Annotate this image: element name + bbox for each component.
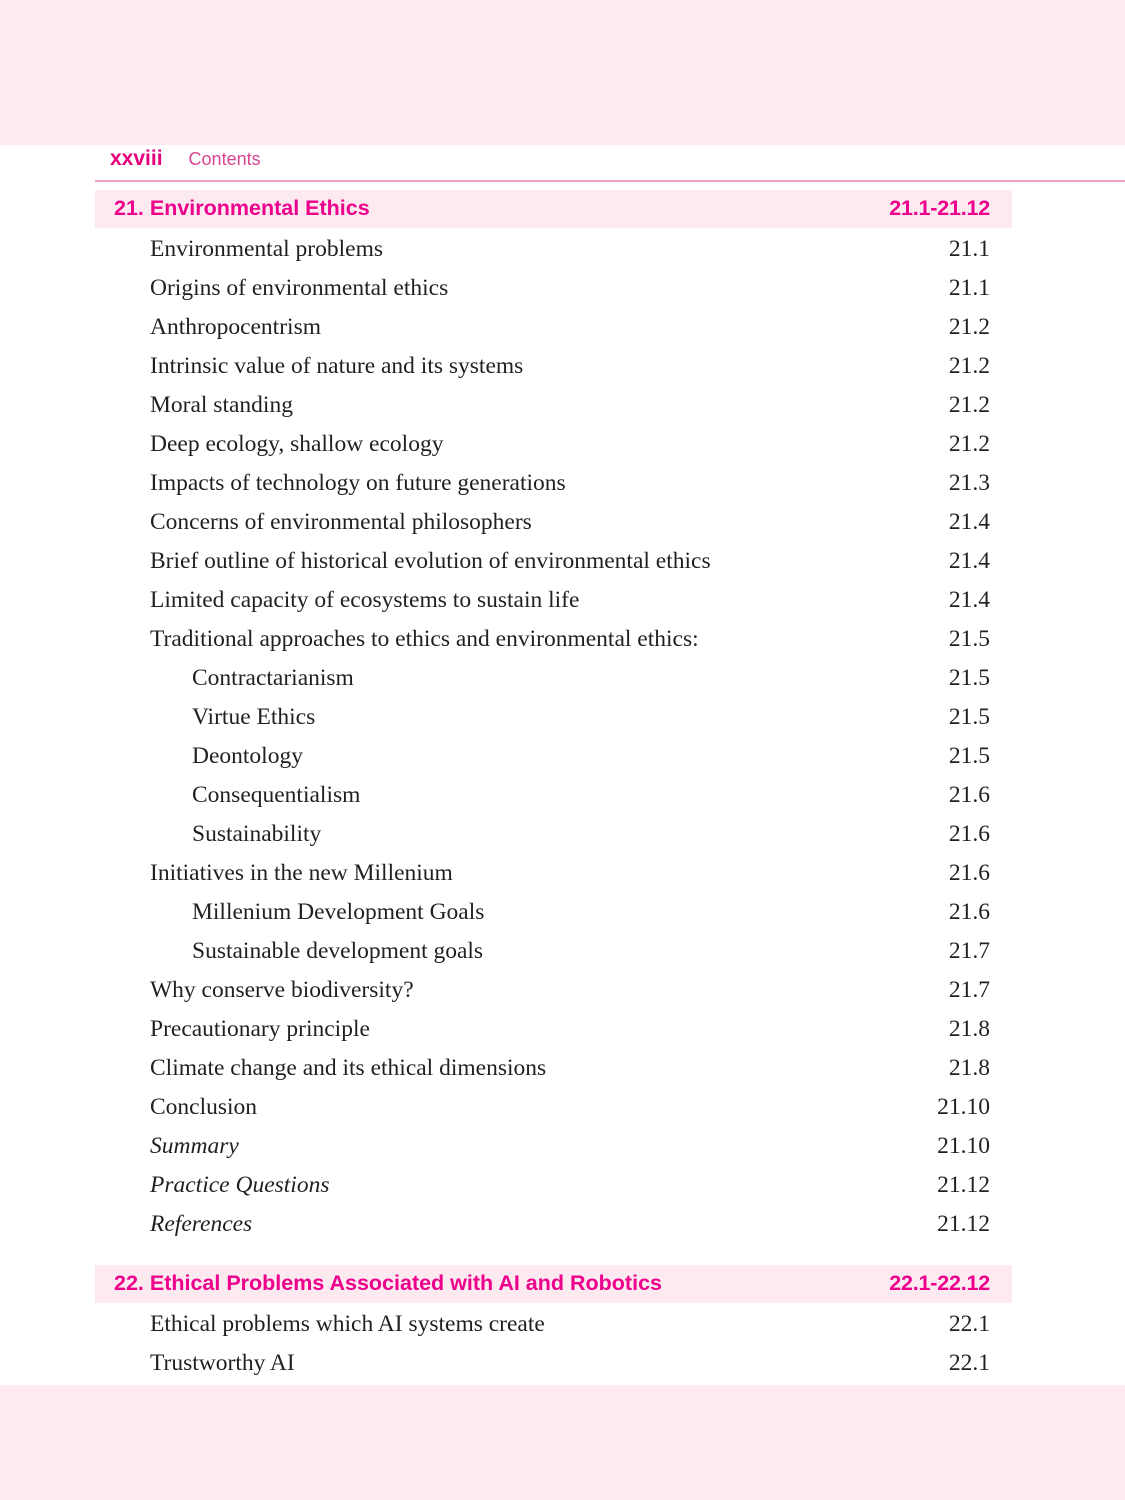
- toc-entry-page: 21.7: [948, 937, 990, 964]
- toc-entry[interactable]: [0, 1049, 1125, 1088]
- toc-entry-page: 21.5: [948, 625, 990, 652]
- chapter-title: 21. Environmental Ethics: [114, 196, 370, 221]
- toc-entry-page: 21.6: [948, 781, 990, 808]
- toc-entry-label: Origins of environmental ethics: [150, 274, 449, 301]
- toc-entry-label: Contractarianism: [192, 664, 354, 691]
- toc-entry-page: 21.2: [948, 313, 990, 340]
- toc-entry[interactable]: [0, 1010, 1125, 1049]
- table-of-contents: [0, 190, 1125, 1383]
- chapter-page-range: 22.1-22.12: [889, 1271, 990, 1296]
- toc-entry-label: Concerns of environmental philosophers: [150, 508, 532, 535]
- toc-entry-label: Virtue Ethics: [192, 703, 316, 730]
- toc-entry-label: Millenium Development Goals: [192, 898, 485, 925]
- toc-entry-page: 22.1: [948, 1310, 990, 1337]
- toc-entry-label: Sustainable development goals: [192, 937, 484, 964]
- toc-entry-label: Why conserve biodiversity?: [150, 976, 414, 1003]
- toc-entry-label: Intrinsic value of nature and its systems: [150, 352, 524, 379]
- chapter-header[interactable]: [95, 190, 1012, 228]
- toc-entry-page: 21.5: [948, 703, 990, 730]
- toc-entry-page: 21.5: [948, 742, 990, 769]
- toc-entry-label: References: [150, 1210, 253, 1237]
- toc-entry[interactable]: [0, 1344, 1125, 1383]
- running-head-title: Contents: [188, 149, 261, 169]
- toc-entry-label: Climate change and its ethical dimensions: [150, 1054, 547, 1081]
- toc-entry-label: Consequentialism: [192, 781, 361, 808]
- toc-entry-label: Traditional approaches to ethics and environmental ethics:: [150, 625, 699, 652]
- toc-entry[interactable]: [0, 542, 1125, 581]
- toc-entry-label: Anthropocentrism: [150, 313, 321, 340]
- toc-entry[interactable]: [0, 308, 1125, 347]
- toc-entry[interactable]: [0, 386, 1125, 425]
- toc-entry-label: Deontology: [192, 742, 303, 769]
- toc-entry[interactable]: [0, 347, 1125, 386]
- toc-entry[interactable]: [0, 815, 1125, 854]
- toc-entry-label: Moral standing: [150, 391, 293, 418]
- toc-entry[interactable]: [0, 620, 1125, 659]
- toc-entry-page: 21.12: [937, 1171, 990, 1198]
- toc-entry[interactable]: [0, 1305, 1125, 1344]
- toc-entry-label: Initiatives in the new Millenium: [150, 859, 453, 886]
- toc-entry-page: 21.10: [937, 1093, 990, 1120]
- toc-entry-page: 21.3: [948, 469, 990, 496]
- running-head: [110, 147, 261, 177]
- toc-entry-page: 21.2: [948, 430, 990, 457]
- toc-entry[interactable]: [0, 425, 1125, 464]
- toc-entry[interactable]: [0, 269, 1125, 308]
- toc-entry-page: 21.2: [948, 391, 990, 418]
- toc-entry-page: 21.7: [948, 976, 990, 1003]
- toc-entry[interactable]: [0, 776, 1125, 815]
- toc-entry[interactable]: [0, 854, 1125, 893]
- toc-entry-page: 21.5: [948, 664, 990, 691]
- toc-entry[interactable]: [0, 932, 1125, 971]
- toc-entry-label: Practice Questions: [150, 1171, 330, 1198]
- toc-entry[interactable]: [0, 1088, 1125, 1127]
- toc-entry[interactable]: [0, 659, 1125, 698]
- folio-number: xxviii: [110, 147, 163, 170]
- toc-entry-label: Brief outline of historical evolution of environmental ethics: [150, 547, 711, 574]
- toc-entry-page: 22.1: [948, 1349, 990, 1376]
- toc-entry-page: 21.8: [948, 1054, 990, 1081]
- toc-entry-page: 21.4: [948, 586, 990, 613]
- toc-entry-label: Limited capacity of ecosystems to sustain life: [150, 586, 580, 613]
- toc-entry-page: 21.6: [948, 898, 990, 925]
- toc-entry-label: Sustainability: [192, 820, 322, 847]
- toc-entry[interactable]: [0, 893, 1125, 932]
- toc-entry-page: 21.6: [948, 859, 990, 886]
- toc-entry-label: Trustworthy AI: [150, 1349, 295, 1376]
- toc-entry-page: 21.12: [937, 1210, 990, 1237]
- toc-entry[interactable]: [0, 464, 1125, 503]
- chapter-page-range: 21.1-21.12: [889, 196, 990, 221]
- toc-entry-page: 21.1: [948, 235, 990, 262]
- chapter-header[interactable]: [95, 1265, 1012, 1303]
- toc-entry-page: 21.8: [948, 1015, 990, 1042]
- toc-entry[interactable]: [0, 581, 1125, 620]
- toc-entry[interactable]: [0, 698, 1125, 737]
- toc-entry-label: Impacts of technology on future generations: [150, 469, 566, 496]
- toc-entry[interactable]: [0, 503, 1125, 542]
- toc-entry[interactable]: [0, 1205, 1125, 1244]
- toc-entry-label: Deep ecology, shallow ecology: [150, 430, 444, 457]
- toc-entry[interactable]: [0, 971, 1125, 1010]
- toc-entry-label: Conclusion: [150, 1093, 258, 1120]
- toc-entry-page: 21.4: [948, 547, 990, 574]
- toc-entry-label: Environmental problems: [150, 235, 383, 262]
- header-rule: [95, 180, 1125, 182]
- chapter-entry-list: [0, 1305, 1125, 1383]
- toc-entry-label: Ethical problems which AI systems create: [150, 1310, 545, 1337]
- toc-entry-page: 21.6: [948, 820, 990, 847]
- toc-entry-page: 21.4: [948, 508, 990, 535]
- toc-entry-page: 21.1: [948, 274, 990, 301]
- chapter-entry-list: [0, 230, 1125, 1244]
- toc-entry-page: 21.10: [937, 1132, 990, 1159]
- toc-entry[interactable]: [0, 737, 1125, 776]
- toc-entry-label: Summary: [150, 1132, 239, 1159]
- toc-entry-page: 21.2: [948, 352, 990, 379]
- toc-entry[interactable]: [0, 1166, 1125, 1205]
- toc-entry-label: Precautionary principle: [150, 1015, 370, 1042]
- toc-entry[interactable]: [0, 230, 1125, 269]
- toc-entry[interactable]: [0, 1127, 1125, 1166]
- chapter-spacer: [0, 1244, 1125, 1265]
- chapter-title: 22. Ethical Problems Associated with AI and Robotics: [114, 1271, 662, 1296]
